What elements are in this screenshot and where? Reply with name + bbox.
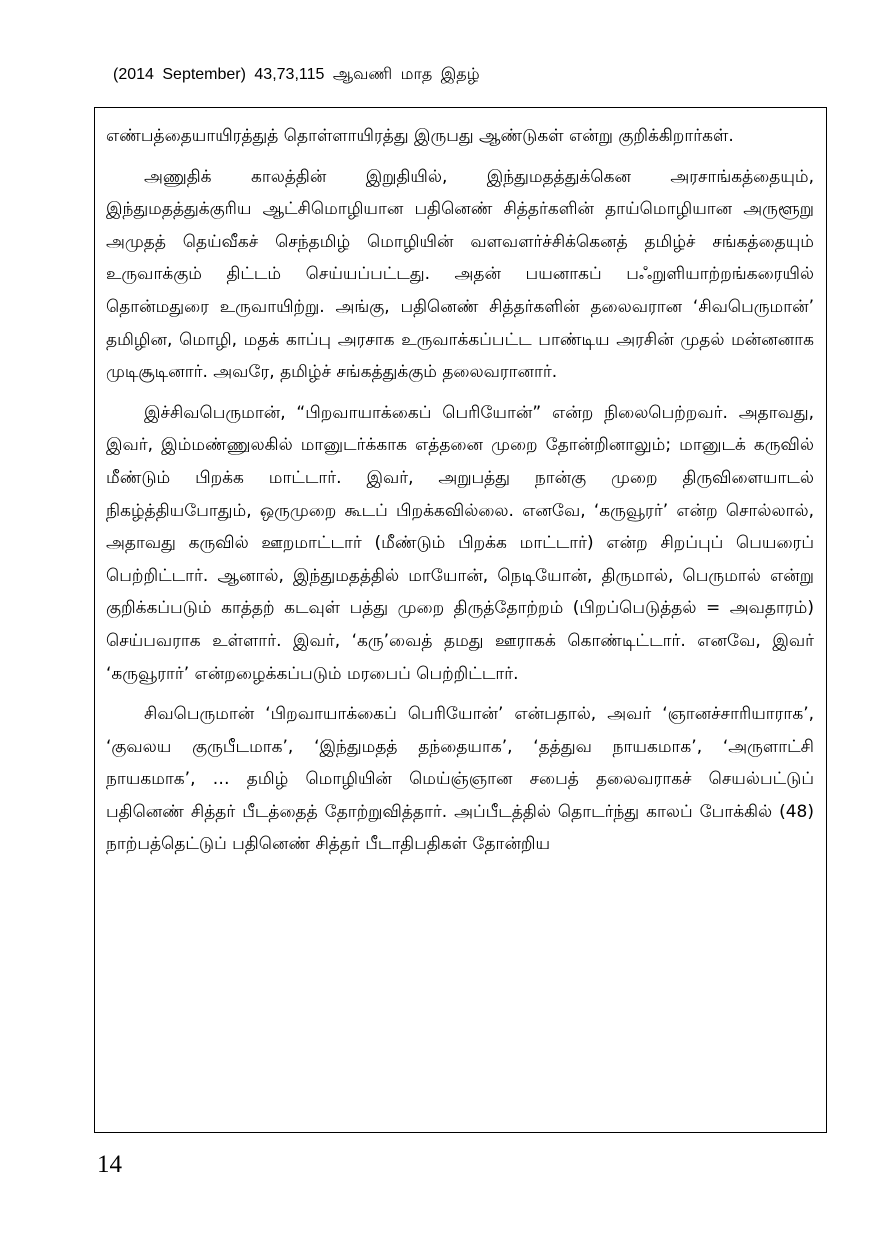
page-number: 14 xyxy=(97,1151,122,1178)
paragraph-peedam: சிவபெருமான் ‘பிறவாயாக்கைப் பெரியோன்’ என்பதால், அவர் ‘ஞானச்சாரியாராக’, ‘குவலய குருபீடமாக’, ‘இந்துமதத் தந்தையாக’, ‘தத்துவ நாயகமாக’, ‘அருளாட்சி நாயகமாக’, … தமிழ் மொழியின் மெய்ஞ்ஞான சபைத் தலைவராகச் செயல்பட்டுப் பதினெண் சித்தர் பீடத்தைத் தோற்றுவித்தார். அப்பீடத்தில் தொடர்ந்து காலப் போக்கில் (48) நாற்பத்தெட்டுப் பதினெண் சித்தர் பீடாதிபதிகள் தோன்றிய xyxy=(106,704,814,855)
issue-header: (2014 September) 43,73,115 ஆவணி மாத இதழ் xyxy=(113,66,480,83)
paragraph-continuation: எண்பத்தையாயிரத்துத் தொள்ளாயிரத்து இருபது ஆண்டுகள் என்று குறிக்கிறார்கள். xyxy=(106,126,734,146)
paragraph-government-formation: அணுதிக் காலத்தின் இறுதியில், இந்துமதத்துக்கென அரசாங்கத்தையும், இந்துமதத்துக்குரிய ஆட்சிமொழியான பதினெண் சித்தர்களின் தாய்மொழியான அருளூறு அமுதத் தெய்வீகச் செந்தமிழ் மொழியின் வளவளர்ச்சிக்கெனத் தமிழ்ச் சங்கத்தையும் உருவாக்கும் திட்டம் செய்யப்பட்டது. அதன் பயனாகப் பஃறுளியாற்றங்கரையில் தொன்மதுரை உருவாயிற்று. அங்கு, பதினெண் சித்தர்களின் தலைவரான ‘சிவபெருமான்’ தமிழின, மொழி, மதக் காப்பு அரசாக உருவாக்கப்பட்ட பாண்டிய அரசின் முதல் மன்னனாக முடிசூடினார். அவரே, தமிழ்ச் சங்கத்துக்கும் தலைவரானார். xyxy=(106,166,814,383)
paragraph-karuvurar: இச்சிவபெருமான், “பிறவாயாக்கைப் பெரியோன்” என்ற நிலைபெற்றவர். அதாவது, இவர், இம்மண்ணுலகில் மானுடர்க்காக எத்தனை முறை தோன்றினாலும்; மானுடக் கருவில் மீண்டும் பிறக்க மாட்டார். இவர், அறுபத்து நான்கு முறை திருவிளையாடல் நிகழ்த்தியபோதும், ஒருமுறை கூடப் பிறக்கவில்லை. எனவே, ‘கருவூரர்’ என்ற சொல்லால், அதாவது கருவில் ஊறமாட்டார் (மீண்டும் பிறக்க மாட்டார்) என்ற சிறப்புப் பெயரைப் பெற்றிட்டார். ஆனால், இந்துமதத்தில் மாயோன், நெடியோன், திருமால், பெருமால் என்று குறிக்கப்படும் காத்தற் கடவுள் பத்து முறை திருத்தோற்றம் (பிறப்பெடுத்தல் = அவதாரம்) செய்பவராக உள்ளார். இவர், ‘கரு’வைத் தமது ஊராகக் கொண்டிட்டார். எனவே, இவர் ‘கருவூரார்’ என்றழைக்கப்படும் மரபைப் பெற்றிட்டார். xyxy=(106,402,814,684)
article-body xyxy=(106,120,814,1120)
